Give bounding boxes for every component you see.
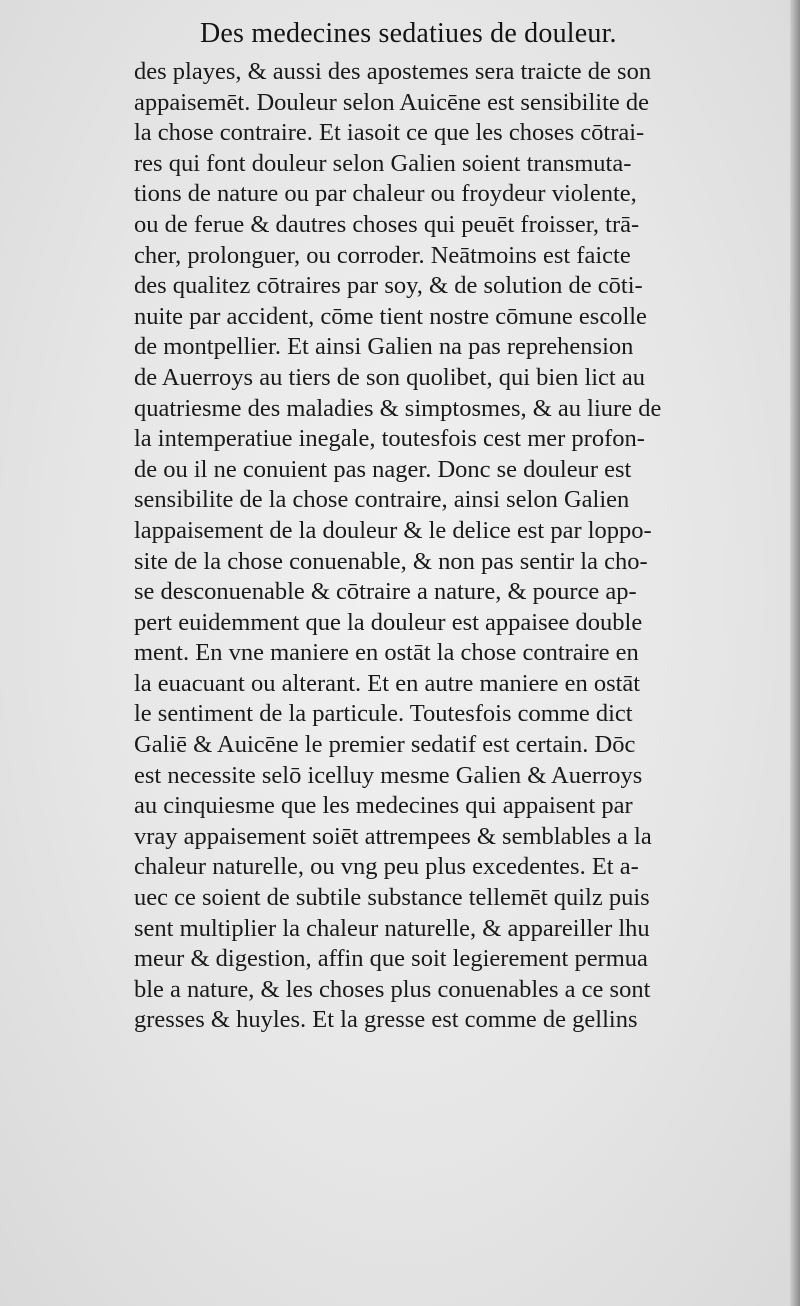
text-line: le sentiment de la particule. Toutesfois comme dict bbox=[134, 700, 633, 728]
text-line: de Auerroys au tiers de son quolibet, qui bien lict au bbox=[134, 363, 645, 391]
text-line: site de la chose conuenable, & non pas sentir la cho- bbox=[134, 547, 648, 575]
text-line: la chose contraire. Et iasoit ce que les choses cōtrai- bbox=[134, 119, 645, 147]
text-line: la euacuant ou alterant. Et en autre maniere en ostāt bbox=[134, 669, 641, 697]
text-line: de ou il ne conuient pas nager. Donc se douleur est bbox=[134, 455, 632, 483]
text-line: tions de nature ou par chaleur ou froydeur violente, bbox=[134, 180, 637, 208]
text-line: nuite par accident, cōme tient nostre cōmune escolle bbox=[134, 302, 647, 330]
text-line: sensibilite de la chose contraire, ainsi selon Galien bbox=[134, 486, 630, 514]
text-line: ou de ferue & dautres choses qui peuēt froisser, trā- bbox=[134, 210, 640, 238]
text-line: uec ce soient de subtile substance tellemēt quilz puis bbox=[134, 884, 650, 912]
text-line: sent multiplier la chaleur naturelle, & appareiller lhu bbox=[134, 914, 650, 942]
text-line: des playes, & aussi des apostemes sera traicte de son bbox=[134, 58, 652, 85]
text-line: vray appaisement soiēt attrempees & semblables a la bbox=[134, 822, 652, 850]
text-line: gresses & huyles. Et la gresse est comme de gellins bbox=[134, 1006, 638, 1034]
text-line: pert euidemment que la douleur est appaisee double bbox=[134, 608, 643, 636]
text-line: cher, prolonguer, ou corroder. Neātmoins est faicte bbox=[134, 241, 631, 269]
page-edge-shadow bbox=[790, 0, 800, 1306]
text-line: est necessite selō icelluy mesme Galien & Auerroys bbox=[134, 761, 643, 789]
text-line: chaleur naturelle, ou vng peu plus excedentes. Et a- bbox=[134, 853, 639, 881]
running-head: Des medecines sedatiues de douleur. bbox=[200, 18, 617, 49]
text-line: meur & digestion, affin que soit legierement permua bbox=[134, 945, 648, 973]
body-text bbox=[134, 57, 756, 1036]
text-line: de montpellier. Et ainsi Galien na pas reprehension bbox=[134, 333, 634, 361]
text-line: quatriesme des maladies & simptosmes, & au liure de bbox=[134, 394, 662, 422]
text-line: des qualitez cōtraires par soy, & de solution de cōti- bbox=[134, 272, 643, 300]
text-line: res qui font douleur selon Galien soient transmuta- bbox=[134, 149, 632, 177]
text-line: ment. En vne maniere en ostāt la chose contraire en bbox=[134, 639, 639, 667]
text-line: Galiē & Auicēne le premier sedatif est certain. Dōc bbox=[134, 731, 636, 759]
text-line: ble a nature, & les choses plus conuenables a ce sont bbox=[134, 975, 651, 1003]
text-line: appaisemēt. Douleur selon Auicēne est sensibilite de bbox=[134, 88, 650, 116]
text-line: la intemperatiue inegale, toutesfois cest mer profon- bbox=[134, 425, 645, 453]
text-line: se desconuenable & cōtraire a nature, & pource ap- bbox=[134, 578, 637, 606]
text-line: au cinquiesme que les medecines qui appaisent par bbox=[134, 792, 633, 820]
text-line: lappaisement de la douleur & le delice est par loppo- bbox=[134, 516, 652, 544]
